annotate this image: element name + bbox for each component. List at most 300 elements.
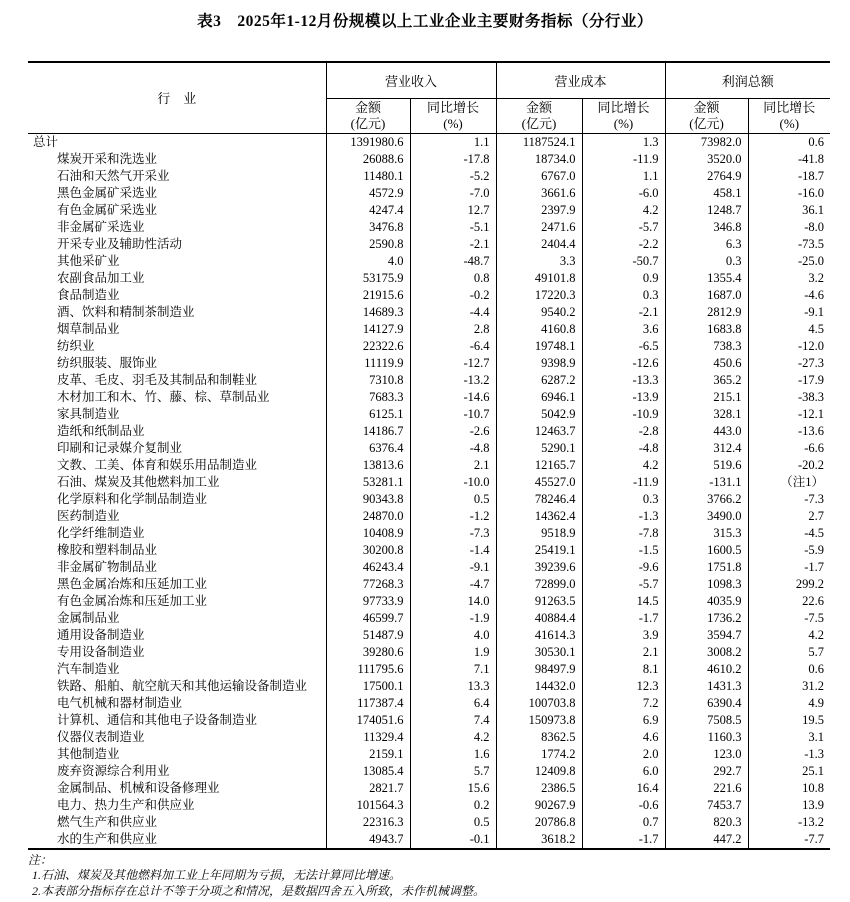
revenue-amount: 6125.1	[326, 406, 410, 423]
revenue-amount: 174051.6	[326, 712, 410, 729]
profit-amount: 1355.4	[665, 270, 748, 287]
revenue-growth: -4.8	[410, 440, 496, 457]
profit-amount: 1431.3	[665, 678, 748, 695]
cost-amount: 30530.1	[496, 644, 582, 661]
table-row	[28, 797, 830, 814]
revenue-amount: 24870.0	[326, 508, 410, 525]
industry-name: 农副食品加工业	[57, 270, 145, 285]
table-row	[28, 780, 830, 797]
cost-growth: 4.6	[582, 729, 665, 746]
cost-amount: 5042.9	[496, 406, 582, 423]
table-row	[28, 610, 830, 627]
cost-amount: 98497.9	[496, 661, 582, 678]
cost-amount: 20786.8	[496, 814, 582, 831]
industry-name: 电力、热力生产和供应业	[57, 797, 195, 812]
cost-growth: 4.2	[582, 457, 665, 474]
cost-amount: 4160.8	[496, 321, 582, 338]
table-row	[28, 627, 830, 644]
table-row	[28, 508, 830, 525]
revenue-amount: 39280.6	[326, 644, 410, 661]
industry-name: 计算机、通信和其他电子设备制造业	[57, 712, 258, 727]
profit-growth: 4.5	[748, 321, 830, 338]
revenue-amount: 53175.9	[326, 270, 410, 287]
revenue-growth: -1.4	[410, 542, 496, 559]
revenue-growth: 0.5	[410, 814, 496, 831]
cost-amount: 150973.8	[496, 712, 582, 729]
table-row	[28, 678, 830, 695]
cost-amount: 41614.3	[496, 627, 582, 644]
industry-name: 铁路、船舶、航空航天和其他运输设备制造业	[57, 678, 308, 693]
amount-label: 金额	[526, 99, 553, 115]
industry-name: 造纸和纸制品业	[57, 423, 145, 438]
profit-growth: 4.9	[748, 695, 830, 712]
profit-growth: （注1）	[748, 474, 830, 491]
industry-name: 水的生产和供应业	[57, 831, 158, 846]
revenue-growth: -10.7	[410, 406, 496, 423]
cost-amount: 100703.8	[496, 695, 582, 712]
revenue-growth: 7.4	[410, 712, 496, 729]
profit-growth: -41.8	[748, 151, 830, 168]
revenue-amount: 4.0	[326, 253, 410, 270]
cost-growth: 3.6	[582, 321, 665, 338]
industry-name: 文教、工美、体育和娱乐用品制造业	[57, 457, 258, 472]
amount-label: 金额	[354, 99, 381, 115]
profit-amount: 738.3	[665, 338, 748, 355]
revenue-growth: -5.1	[410, 219, 496, 236]
table-row	[28, 814, 830, 831]
profit-growth: 0.6	[748, 133, 830, 151]
table-row	[28, 355, 830, 372]
industry-name: 电气机械和器材制造业	[57, 695, 183, 710]
revenue-growth: 14.0	[410, 593, 496, 610]
cost-amount: 12409.8	[496, 763, 582, 780]
industry-name: 其他制造业	[57, 746, 120, 761]
cost-amount: 90267.9	[496, 797, 582, 814]
table-row	[28, 457, 830, 474]
cost-amount: 8362.5	[496, 729, 582, 746]
revenue-amount: 6376.4	[326, 440, 410, 457]
cost-amount: 78246.4	[496, 491, 582, 508]
profit-growth: 4.2	[748, 627, 830, 644]
growth-label: 同比增长	[763, 99, 816, 115]
amount-label: 金额	[693, 99, 720, 115]
profit-amount: 328.1	[665, 406, 748, 423]
cost-growth: 4.2	[582, 202, 665, 219]
industry-name: 金属制品业	[57, 610, 120, 625]
cost-growth: -5.7	[582, 219, 665, 236]
growth-unit: (%)	[779, 115, 800, 131]
industry-name: 石油、煤炭及其他燃料加工业	[57, 474, 220, 489]
profit-growth: -4.5	[748, 525, 830, 542]
industry-name: 化学原料和化学制品制造业	[57, 491, 208, 506]
profit-growth: 31.2	[748, 678, 830, 695]
revenue-amount: 7683.3	[326, 389, 410, 406]
cost-growth: -13.9	[582, 389, 665, 406]
profit-growth: 13.9	[748, 797, 830, 814]
revenue-amount: 51487.9	[326, 627, 410, 644]
cost-amount: 12165.7	[496, 457, 582, 474]
profit-amount: 346.8	[665, 219, 748, 236]
profit-amount: 2812.9	[665, 304, 748, 321]
profit-growth: 10.8	[748, 780, 830, 797]
revenue-growth: -7.3	[410, 525, 496, 542]
table-row	[28, 321, 830, 338]
profit-growth: -8.0	[748, 219, 830, 236]
cost-growth: -12.6	[582, 355, 665, 372]
profit-amount: 1751.8	[665, 559, 748, 576]
table-row	[28, 559, 830, 576]
cost-growth: 8.1	[582, 661, 665, 678]
table-row	[28, 542, 830, 559]
cost-amount: 3661.6	[496, 185, 582, 202]
revenue-amount: 46599.7	[326, 610, 410, 627]
col-header-cost-amount	[496, 98, 582, 133]
industry-name: 通用设备制造业	[57, 627, 145, 642]
cost-growth: -11.9	[582, 151, 665, 168]
revenue-amount: 26088.6	[326, 151, 410, 168]
table-row	[28, 304, 830, 321]
profit-growth: -7.7	[748, 831, 830, 849]
cost-growth: -2.1	[582, 304, 665, 321]
cost-amount: 6767.0	[496, 168, 582, 185]
industry-name: 木材加工和木、竹、藤、棕、草制品业	[57, 389, 270, 404]
cost-amount: 6287.2	[496, 372, 582, 389]
revenue-amount: 22322.6	[326, 338, 410, 355]
col-header-revenue-amount	[326, 98, 410, 133]
cost-growth: -1.3	[582, 508, 665, 525]
revenue-amount: 10408.9	[326, 525, 410, 542]
note-item: 1.石油、煤炭及其他燃料加工业上年同期为亏损，无法计算同比增速。	[32, 868, 402, 882]
table-row	[28, 474, 830, 491]
revenue-growth: -5.2	[410, 168, 496, 185]
revenue-amount: 14186.7	[326, 423, 410, 440]
profit-growth: -20.2	[748, 457, 830, 474]
revenue-amount: 117387.4	[326, 695, 410, 712]
revenue-growth: 6.4	[410, 695, 496, 712]
col-header-revenue-growth	[410, 98, 496, 133]
revenue-amount: 101564.3	[326, 797, 410, 814]
growth-label: 同比增长	[597, 99, 650, 115]
revenue-growth: 1.6	[410, 746, 496, 763]
cost-amount: 5290.1	[496, 440, 582, 457]
table-row	[28, 151, 830, 168]
industry-name: 烟草制品业	[57, 321, 120, 336]
cost-amount: 19748.1	[496, 338, 582, 355]
col-header-cost: 营业成本	[496, 62, 665, 98]
table-row	[28, 133, 830, 151]
amount-unit: (亿元)	[689, 115, 724, 131]
cost-amount: 72899.0	[496, 576, 582, 593]
table-row	[28, 593, 830, 610]
cost-growth: -9.6	[582, 559, 665, 576]
revenue-growth: 13.3	[410, 678, 496, 695]
revenue-growth: 5.7	[410, 763, 496, 780]
table-row	[28, 185, 830, 202]
cost-growth: 1.1	[582, 168, 665, 185]
cost-amount: 18734.0	[496, 151, 582, 168]
profit-amount: 3520.0	[665, 151, 748, 168]
header-group-row	[28, 62, 830, 98]
revenue-growth: -14.6	[410, 389, 496, 406]
cost-growth: -2.8	[582, 423, 665, 440]
cost-amount: 49101.8	[496, 270, 582, 287]
amount-unit: (亿元)	[521, 115, 557, 131]
cost-growth: -50.7	[582, 253, 665, 270]
cost-growth: 12.3	[582, 678, 665, 695]
profit-growth: 299.2	[748, 576, 830, 593]
profit-amount: 221.6	[665, 780, 748, 797]
revenue-growth: -0.1	[410, 831, 496, 849]
profit-amount: 450.6	[665, 355, 748, 372]
revenue-amount: 30200.8	[326, 542, 410, 559]
industry-name: 煤炭开采和洗选业	[57, 151, 158, 166]
profit-amount: 1600.5	[665, 542, 748, 559]
cost-amount: 14362.4	[496, 508, 582, 525]
table-row	[28, 287, 830, 304]
profit-growth: -1.7	[748, 559, 830, 576]
cost-amount: 39239.6	[496, 559, 582, 576]
profit-amount: 292.7	[665, 763, 748, 780]
note-item: 2.本表部分指标存在总计不等于分项之和情况，是数据四舍五入所致，未作机械调整。	[32, 883, 486, 898]
profit-amount: 443.0	[665, 423, 748, 440]
table-row	[28, 219, 830, 236]
revenue-growth: -2.1	[410, 236, 496, 253]
profit-amount: 6.3	[665, 236, 748, 253]
cost-growth: -6.0	[582, 185, 665, 202]
profit-growth: 25.1	[748, 763, 830, 780]
profit-amount: 519.6	[665, 457, 748, 474]
revenue-amount: 22316.3	[326, 814, 410, 831]
revenue-amount: 11329.4	[326, 729, 410, 746]
industry-name: 仪器仪表制造业	[57, 729, 145, 744]
revenue-amount: 4247.4	[326, 202, 410, 219]
industry-name: 医药制造业	[57, 508, 120, 523]
cost-amount: 12463.7	[496, 423, 582, 440]
profit-growth: 3.2	[748, 270, 830, 287]
profit-amount: -131.1	[665, 474, 748, 491]
profit-amount: 820.3	[665, 814, 748, 831]
revenue-growth: -1.2	[410, 508, 496, 525]
revenue-growth: -2.6	[410, 423, 496, 440]
industry-name: 黑色金属矿采选业	[57, 185, 158, 200]
revenue-growth: 7.1	[410, 661, 496, 678]
revenue-amount: 77268.3	[326, 576, 410, 593]
revenue-growth: 2.1	[410, 457, 496, 474]
profit-amount: 73982.0	[665, 133, 748, 151]
cost-amount: 9518.9	[496, 525, 582, 542]
revenue-amount: 53281.1	[326, 474, 410, 491]
profit-growth: 19.5	[748, 712, 830, 729]
revenue-growth: -1.9	[410, 610, 496, 627]
cost-amount: 6946.1	[496, 389, 582, 406]
profit-growth: -27.3	[748, 355, 830, 372]
revenue-amount: 13085.4	[326, 763, 410, 780]
industry-name: 非金属矿采选业	[57, 219, 145, 234]
cost-growth: 14.5	[582, 593, 665, 610]
profit-growth: -9.1	[748, 304, 830, 321]
profit-growth: -12.1	[748, 406, 830, 423]
table-row	[28, 763, 830, 780]
profit-growth: 22.6	[748, 593, 830, 610]
industry-name: 黑色金属冶炼和压延加工业	[57, 576, 208, 591]
profit-growth: 2.7	[748, 508, 830, 525]
revenue-growth: -48.7	[410, 253, 496, 270]
cost-amount: 25419.1	[496, 542, 582, 559]
cost-amount: 1774.2	[496, 746, 582, 763]
industry-name: 有色金属冶炼和压延加工业	[57, 593, 208, 608]
revenue-amount: 97733.9	[326, 593, 410, 610]
industry-name: 非金属矿物制品业	[57, 559, 158, 574]
cost-amount: 2404.4	[496, 236, 582, 253]
cost-growth: -1.5	[582, 542, 665, 559]
profit-amount: 3594.7	[665, 627, 748, 644]
revenue-growth: 1.1	[410, 133, 496, 151]
revenue-amount: 21915.6	[326, 287, 410, 304]
revenue-amount: 4943.7	[326, 831, 410, 849]
cost-amount: 2397.9	[496, 202, 582, 219]
profit-amount: 3490.0	[665, 508, 748, 525]
revenue-amount: 14689.3	[326, 304, 410, 321]
cost-amount: 3618.2	[496, 831, 582, 849]
profit-growth: -7.5	[748, 610, 830, 627]
industry-name: 印刷和记录媒介复制业	[57, 440, 183, 455]
revenue-amount: 13813.6	[326, 457, 410, 474]
industry-name: 化学纤维制造业	[57, 525, 145, 540]
cost-growth: -11.9	[582, 474, 665, 491]
table-row	[28, 831, 830, 849]
cost-amount: 2471.6	[496, 219, 582, 236]
profit-growth: 36.1	[748, 202, 830, 219]
profit-amount: 215.1	[665, 389, 748, 406]
industry-name: 废弃资源综合利用业	[57, 763, 170, 778]
profit-growth: -25.0	[748, 253, 830, 270]
revenue-amount: 11480.1	[326, 168, 410, 185]
cost-growth: 6.9	[582, 712, 665, 729]
revenue-amount: 4572.9	[326, 185, 410, 202]
revenue-growth: -6.4	[410, 338, 496, 355]
amount-unit: (亿元)	[350, 115, 386, 131]
revenue-amount: 90343.8	[326, 491, 410, 508]
growth-label: 同比增长	[427, 99, 480, 115]
col-header-profit-amount	[665, 98, 748, 133]
cost-growth: 3.9	[582, 627, 665, 644]
profit-growth: -13.6	[748, 423, 830, 440]
table-row	[28, 491, 830, 508]
profit-growth: -12.0	[748, 338, 830, 355]
col-header-profit-growth	[748, 98, 830, 133]
col-header-industry: 行 业	[28, 62, 326, 133]
cost-growth: -5.7	[582, 576, 665, 593]
profit-amount: 2764.9	[665, 168, 748, 185]
cost-growth: 2.1	[582, 644, 665, 661]
table-row	[28, 661, 830, 678]
industry-name: 燃气生产和供应业	[57, 814, 158, 829]
table-row	[28, 338, 830, 355]
cost-growth: -1.7	[582, 610, 665, 627]
industry-name: 汽车制造业	[57, 661, 120, 676]
table-row	[28, 202, 830, 219]
col-header-cost-growth	[582, 98, 665, 133]
cost-growth: 0.9	[582, 270, 665, 287]
cost-amount: 17220.3	[496, 287, 582, 304]
industry-name: 橡胶和塑料制品业	[57, 542, 158, 557]
cost-amount: 91263.5	[496, 593, 582, 610]
industry-name: 家具制造业	[57, 406, 120, 421]
revenue-amount: 2821.7	[326, 780, 410, 797]
cost-growth: 2.0	[582, 746, 665, 763]
industry-name: 酒、饮料和精制茶制造业	[57, 304, 195, 319]
table-notes	[28, 853, 850, 900]
profit-amount: 7453.7	[665, 797, 748, 814]
profit-amount: 1248.7	[665, 202, 748, 219]
table-row	[28, 525, 830, 542]
profit-amount: 315.3	[665, 525, 748, 542]
revenue-growth: 0.5	[410, 491, 496, 508]
table-header	[28, 62, 830, 133]
table-row	[28, 406, 830, 423]
industry-name: 纺织服装、服饰业	[57, 355, 158, 370]
profit-amount: 6390.4	[665, 695, 748, 712]
revenue-growth: -0.2	[410, 287, 496, 304]
profit-growth: -73.5	[748, 236, 830, 253]
profit-amount: 123.0	[665, 746, 748, 763]
table-row	[28, 372, 830, 389]
profit-amount: 1736.2	[665, 610, 748, 627]
revenue-growth: -7.0	[410, 185, 496, 202]
revenue-growth: 15.6	[410, 780, 496, 797]
revenue-growth: 2.8	[410, 321, 496, 338]
profit-growth: -1.3	[748, 746, 830, 763]
profit-amount: 1160.3	[665, 729, 748, 746]
cost-amount: 9540.2	[496, 304, 582, 321]
profit-amount: 1687.0	[665, 287, 748, 304]
revenue-growth: 4.0	[410, 627, 496, 644]
profit-amount: 447.2	[665, 831, 748, 849]
revenue-amount: 2159.1	[326, 746, 410, 763]
cost-growth: -0.6	[582, 797, 665, 814]
industry-name: 金属制品、机械和设备修理业	[57, 780, 220, 795]
revenue-growth: -4.7	[410, 576, 496, 593]
profit-growth: -16.0	[748, 185, 830, 202]
profit-amount: 3008.2	[665, 644, 748, 661]
profit-growth: -18.7	[748, 168, 830, 185]
profit-amount: 0.3	[665, 253, 748, 270]
profit-amount: 1683.8	[665, 321, 748, 338]
profit-growth: 3.1	[748, 729, 830, 746]
industry-name: 石油和天然气开采业	[57, 168, 170, 183]
industry-name: 开采专业及辅助性活动	[57, 236, 183, 251]
revenue-growth: -12.7	[410, 355, 496, 372]
revenue-amount: 1391980.6	[326, 133, 410, 151]
revenue-amount: 7310.8	[326, 372, 410, 389]
table-row	[28, 389, 830, 406]
cost-growth: -10.9	[582, 406, 665, 423]
revenue-amount: 46243.4	[326, 559, 410, 576]
revenue-growth: -13.2	[410, 372, 496, 389]
industry-name: 总计	[33, 134, 59, 149]
revenue-amount: 11119.9	[326, 355, 410, 372]
profit-amount: 1098.3	[665, 576, 748, 593]
cost-growth: 0.3	[582, 491, 665, 508]
table-row	[28, 729, 830, 746]
cost-amount: 14432.0	[496, 678, 582, 695]
profit-amount: 312.4	[665, 440, 748, 457]
cost-growth: 6.0	[582, 763, 665, 780]
profit-growth: -5.9	[748, 542, 830, 559]
table-row	[28, 236, 830, 253]
cost-growth: 0.7	[582, 814, 665, 831]
profit-amount: 4035.9	[665, 593, 748, 610]
